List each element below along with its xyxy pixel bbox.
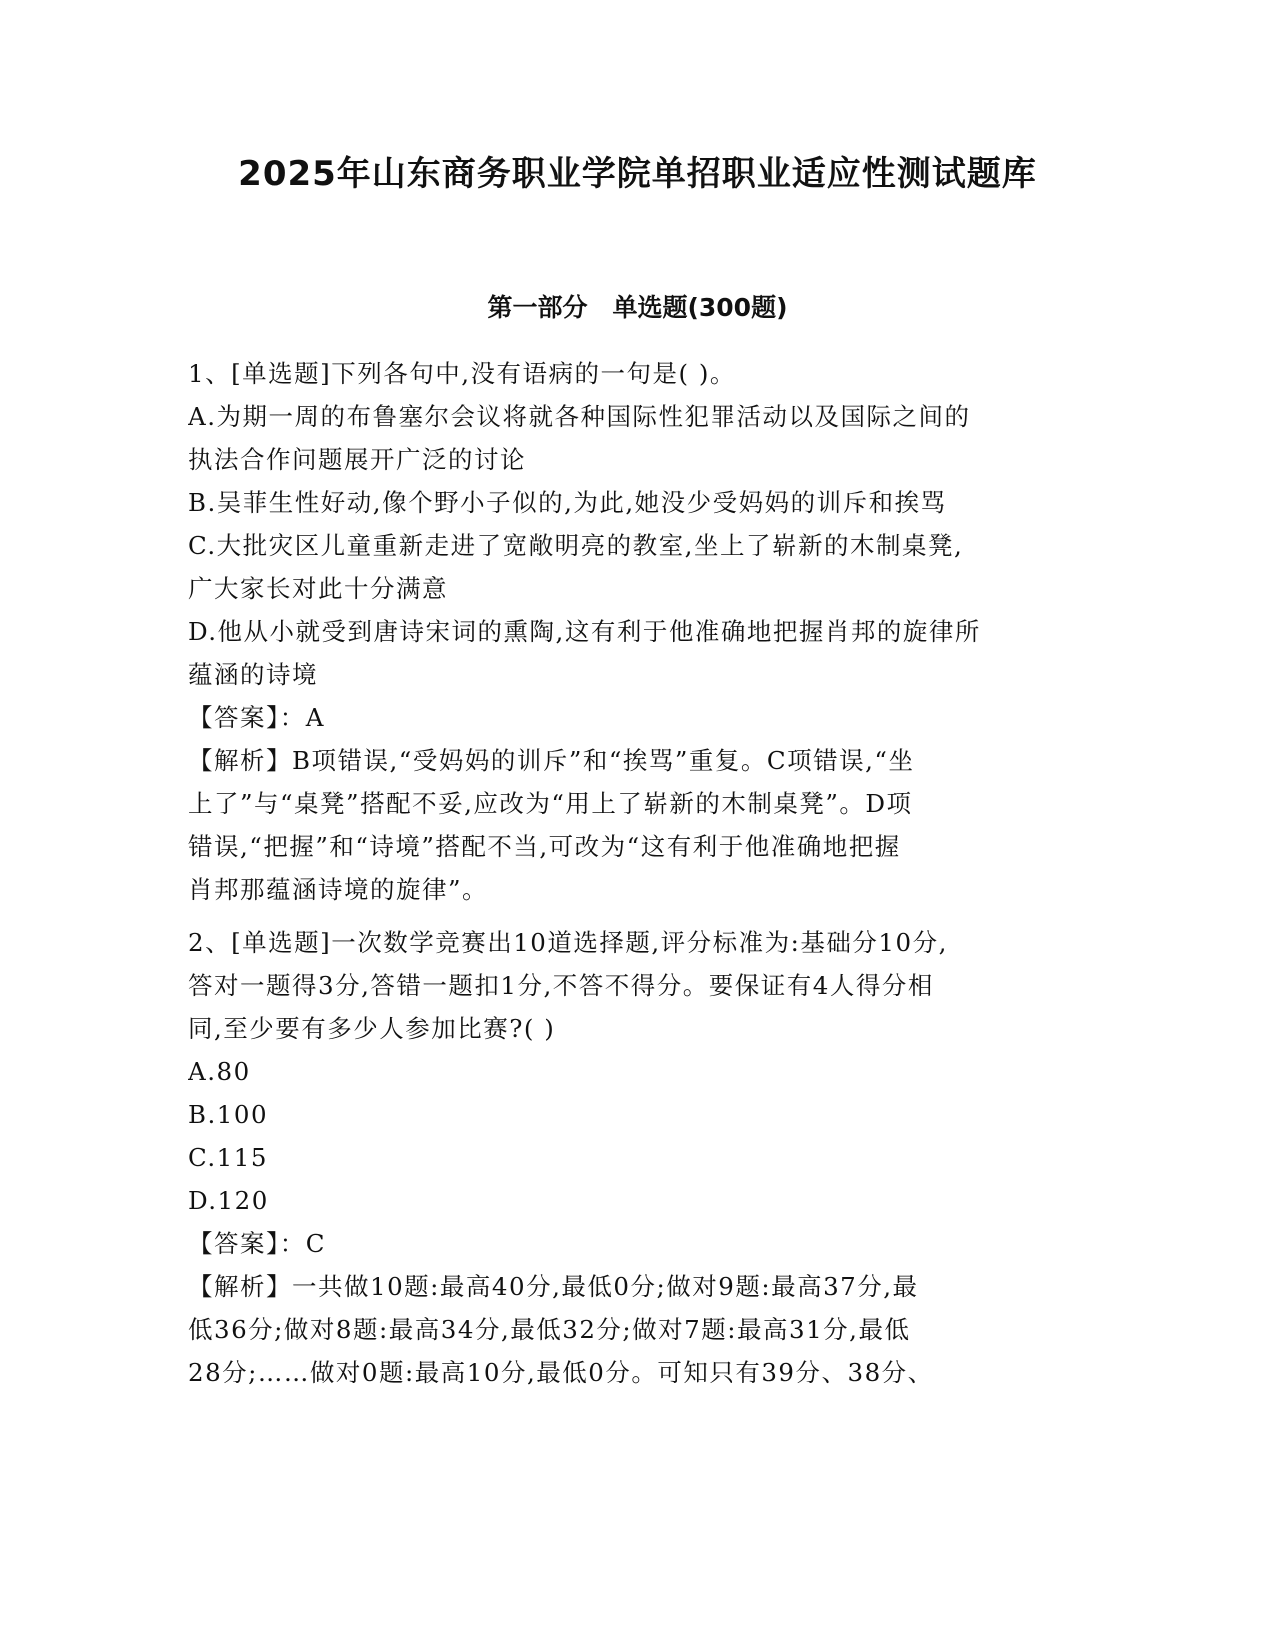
question-2: [188, 921, 1088, 1394]
option-text: C.大批灾区儿童重新走进了宽敞明亮的教室,坐上了崭新的木制桌凳,: [188, 531, 964, 560]
explanation-line: 上了”与“桌凳”搭配不妥,应改为“用上了崭新的木制桌凳”。D项: [188, 789, 913, 818]
explanation: [188, 739, 1088, 911]
question-spacer: [188, 911, 1088, 921]
option-text: 广大家长对此十分满意: [188, 574, 448, 603]
option-text: 执法合作问题展开广泛的讨论: [188, 445, 526, 474]
explanation-line: 错误,“把握”和“诗境”搭配不当,可改为“这有利于他准确地把握: [188, 832, 901, 861]
option-a: A.80: [188, 1057, 251, 1086]
explanation-line: 低36分;做对8题:最高34分,最低32分;做对7题:最高31分,最低: [188, 1315, 911, 1344]
answer: 【答案】：C: [188, 1229, 326, 1258]
option-d: [188, 610, 1088, 696]
option-text: B.吴菲生性好动,像个野小子似的,为此,她没少受妈妈的训斥和挨骂: [188, 488, 947, 517]
option-c: [188, 524, 1088, 610]
question-stem: 答对一题得3分,答错一题扣1分,不答不得分。要保证有4人得分相: [188, 971, 934, 1000]
explanation-line: 肖邦那蕴涵诗境的旋律”。: [188, 875, 489, 904]
option-text: A.为期一周的布鲁塞尔会议将就各种国际性犯罪活动以及国际之间的: [188, 402, 971, 431]
option-text: D.他从小就受到唐诗宋词的熏陶,这有利于他准确地把握肖邦的旋律所: [188, 617, 981, 646]
explanation: [188, 1265, 1088, 1394]
option-d: D.120: [188, 1186, 269, 1215]
explanation-line: 28分;……做对0题:最高10分,最低0分。可知只有39分、38分、: [188, 1358, 934, 1387]
option-b: B.100: [188, 1100, 269, 1129]
section-heading: 第一部分 单选题(300题): [487, 293, 788, 322]
option-c: C.115: [188, 1143, 268, 1172]
document-title: 2025年山东商务职业学院单招职业适应性测试题库: [238, 154, 1037, 194]
question-stem: 2、[单选题]一次数学竞赛出10道选择题,评分标准为:基础分10分,: [188, 928, 948, 957]
answer: 【答案】：A: [188, 703, 325, 732]
option-b: [188, 481, 1088, 524]
question-stem: 1、[单选题]下列各句中,没有语病的一句是( )。: [188, 359, 736, 388]
option-text: 蕴涵的诗境: [188, 660, 318, 689]
option-a: [188, 395, 1088, 481]
question-stem: 同,至少要有多少人参加比赛?( ): [188, 1014, 556, 1043]
explanation-line: 【解析】一共做10题:最高40分,最低0分;做对9题:最高37分,最: [188, 1272, 919, 1301]
question-list: [188, 352, 1088, 1394]
question-1: [188, 352, 1088, 911]
explanation-line: 【解析】B项错误,“受妈妈的训斥”和“挨骂”重复。C项错误,“坐: [188, 746, 915, 775]
